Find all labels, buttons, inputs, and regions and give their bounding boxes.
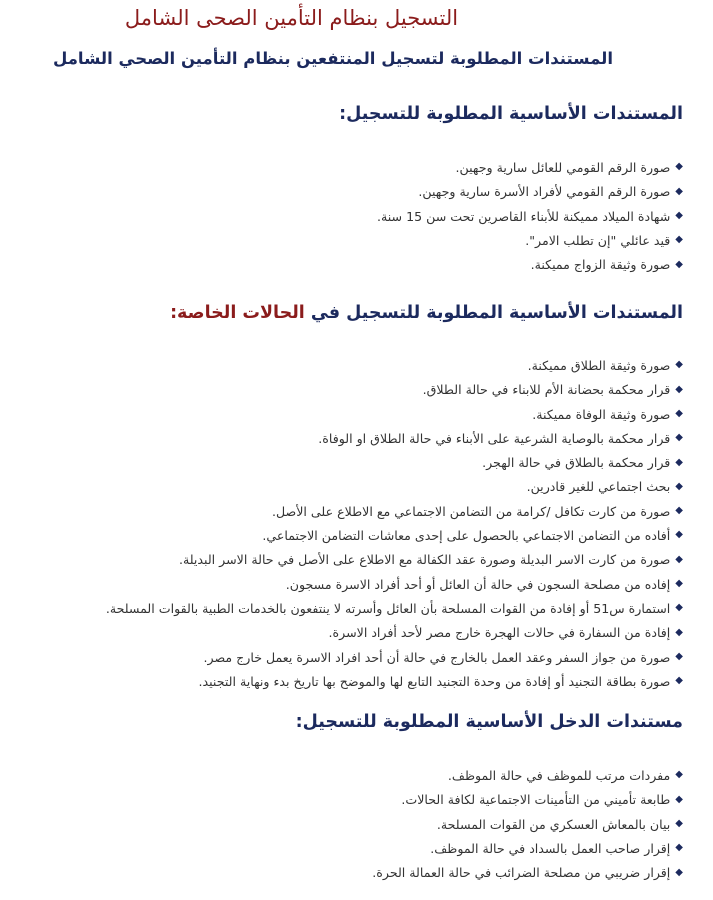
diamond-bullet-icon: ◆ [675, 407, 683, 419]
diamond-bullet-icon: ◆ [675, 817, 683, 829]
list-item: ◆إفاده من مصلحة السجون في حالة أن العائل أو أحد أفراد الاسرة مسجون. [10, 573, 683, 597]
section-heading: مستندات الدخل الأساسية المطلوبة للتسجيل: [295, 712, 683, 732]
section-basic-documents [10, 104, 683, 277]
diamond-bullet-icon: ◆ [675, 456, 683, 468]
list-item: ◆قرار محكمة بالوصاية الشرعية على الأبناء في حالة الطلاق او الوفاة. [10, 427, 683, 451]
diamond-bullet-icon: ◆ [675, 161, 683, 173]
diamond-bullet-icon: ◆ [675, 578, 683, 590]
diamond-bullet-icon: ◆ [675, 505, 683, 517]
diamond-bullet-icon: ◆ [675, 383, 683, 395]
list-item: ◆صورة وثيقة الوفاة مميكنة. [10, 403, 683, 427]
diamond-bullet-icon: ◆ [675, 432, 683, 444]
list-item: ◆صورة من كارت تكافل /كرامة من التضامن الاجتماعي مع الاطلاع على الأصل. [10, 500, 683, 524]
diamond-bullet-icon: ◆ [675, 480, 683, 492]
list-item: ◆بيان بالمعاش العسكري من القوات المسلحة. [10, 813, 683, 837]
diamond-bullet-icon: ◆ [675, 209, 683, 221]
diamond-bullet-icon: ◆ [675, 626, 683, 638]
list-item: ◆صورة وثيقة الطلاق مميكنة. [10, 354, 683, 378]
page-subtitle: المستندات المطلوبة لتسجيل المنتفعين بنظام التأمين الصحي الشامل [52, 49, 613, 68]
list-item: ◆صورة بطاقة التجنيد أو إفادة من وحدة التجنيد التابع لها والموضح بها تاريخ بدء ونهاية التجنيد. [10, 670, 683, 694]
list-item: ◆صورة وثيقة الزواج مميكنة. [10, 253, 683, 277]
list-item: ◆استمارة س51 أو إفادة من القوات المسلحة بأن العائل وأسرته لا ينتفعون بالخدمات الطبية بالقوات المسلحة. [10, 597, 683, 621]
diamond-bullet-icon: ◆ [675, 650, 683, 662]
document-list [10, 156, 683, 277]
list-item: ◆إقرار صاحب العمل بالسداد في حالة الموظف. [10, 837, 683, 861]
document-list [10, 764, 683, 885]
list-item: ◆طابعة تأميني من التأمينات الاجتماعية لكافة الحالات. [10, 788, 683, 812]
list-item: ◆إقرار ضريبي من مصلحة الضرائب في حالة العمالة الحرة. [10, 861, 683, 885]
document-list [10, 354, 683, 694]
list-item: ◆صورة من جواز السفر وعقد العمل بالخارج في حالة أن أحد افراد الاسرة يعمل خارج مصر. [10, 646, 683, 670]
heading-accent: الحالات الخاصة: [170, 303, 305, 323]
diamond-bullet-icon: ◆ [675, 234, 683, 246]
diamond-bullet-icon: ◆ [675, 258, 683, 270]
diamond-bullet-icon: ◆ [675, 359, 683, 371]
diamond-bullet-icon: ◆ [675, 769, 683, 781]
page-title-text: التسجيل بنظام التأمين الصحى الشامل [124, 6, 459, 30]
list-item: ◆قرار محكمة بحضانة الأم للابناء في حالة الطلاق. [10, 378, 683, 402]
list-item: ◆إفادة من السفارة في حالات الهجرة خارج مصر لأحد أفراد الاسرة. [10, 621, 683, 645]
page-title [0, 6, 713, 30]
list-item: ◆بحث اجتماعي للغير قادرين. [10, 475, 683, 499]
diamond-bullet-icon: ◆ [675, 675, 683, 687]
diamond-bullet-icon: ◆ [675, 553, 683, 565]
diamond-bullet-icon: ◆ [675, 866, 683, 878]
diamond-bullet-icon: ◆ [675, 529, 683, 541]
section-income-documents [10, 712, 683, 885]
section-special-cases [10, 303, 683, 694]
list-item: ◆صورة الرقم القومي للعائل سارية وجهين. [10, 156, 683, 180]
diamond-bullet-icon: ◆ [675, 185, 683, 197]
list-item: ◆صورة من كارت الاسر البديلة وصورة عقد الكفالة مع الاطلاع على الأصل في حالة الاسر البديلة. [10, 548, 683, 572]
list-item: ◆مفردات مرتب للموظف في حالة الموظف. [10, 764, 683, 788]
diamond-bullet-icon: ◆ [675, 602, 683, 614]
list-item: ◆قرار محكمة بالطلاق في حالة الهجر. [10, 451, 683, 475]
list-item: ◆شهادة الميلاد مميكنة للأبناء القاصرين تحت سن 15 سنة. [10, 205, 683, 229]
section-heading: المستندات الأساسية المطلوبة للتسجيل: [339, 104, 683, 124]
diamond-bullet-icon: ◆ [675, 842, 683, 854]
list-item: ◆صورة الرقم القومي لأفراد الأسرة سارية وجهين. [10, 180, 683, 204]
diamond-bullet-icon: ◆ [675, 793, 683, 805]
list-item: ◆أفاده من التضامن الاجتماعي بالحصول على إحدى معاشات التضامن الاجتماعي. [10, 524, 683, 548]
list-item: ◆قيد عائلي "إن تطلب الامر". [10, 229, 683, 253]
section-heading: المستندات الأساسية المطلوبة للتسجيل في الحالات الخاصة: [170, 303, 683, 323]
